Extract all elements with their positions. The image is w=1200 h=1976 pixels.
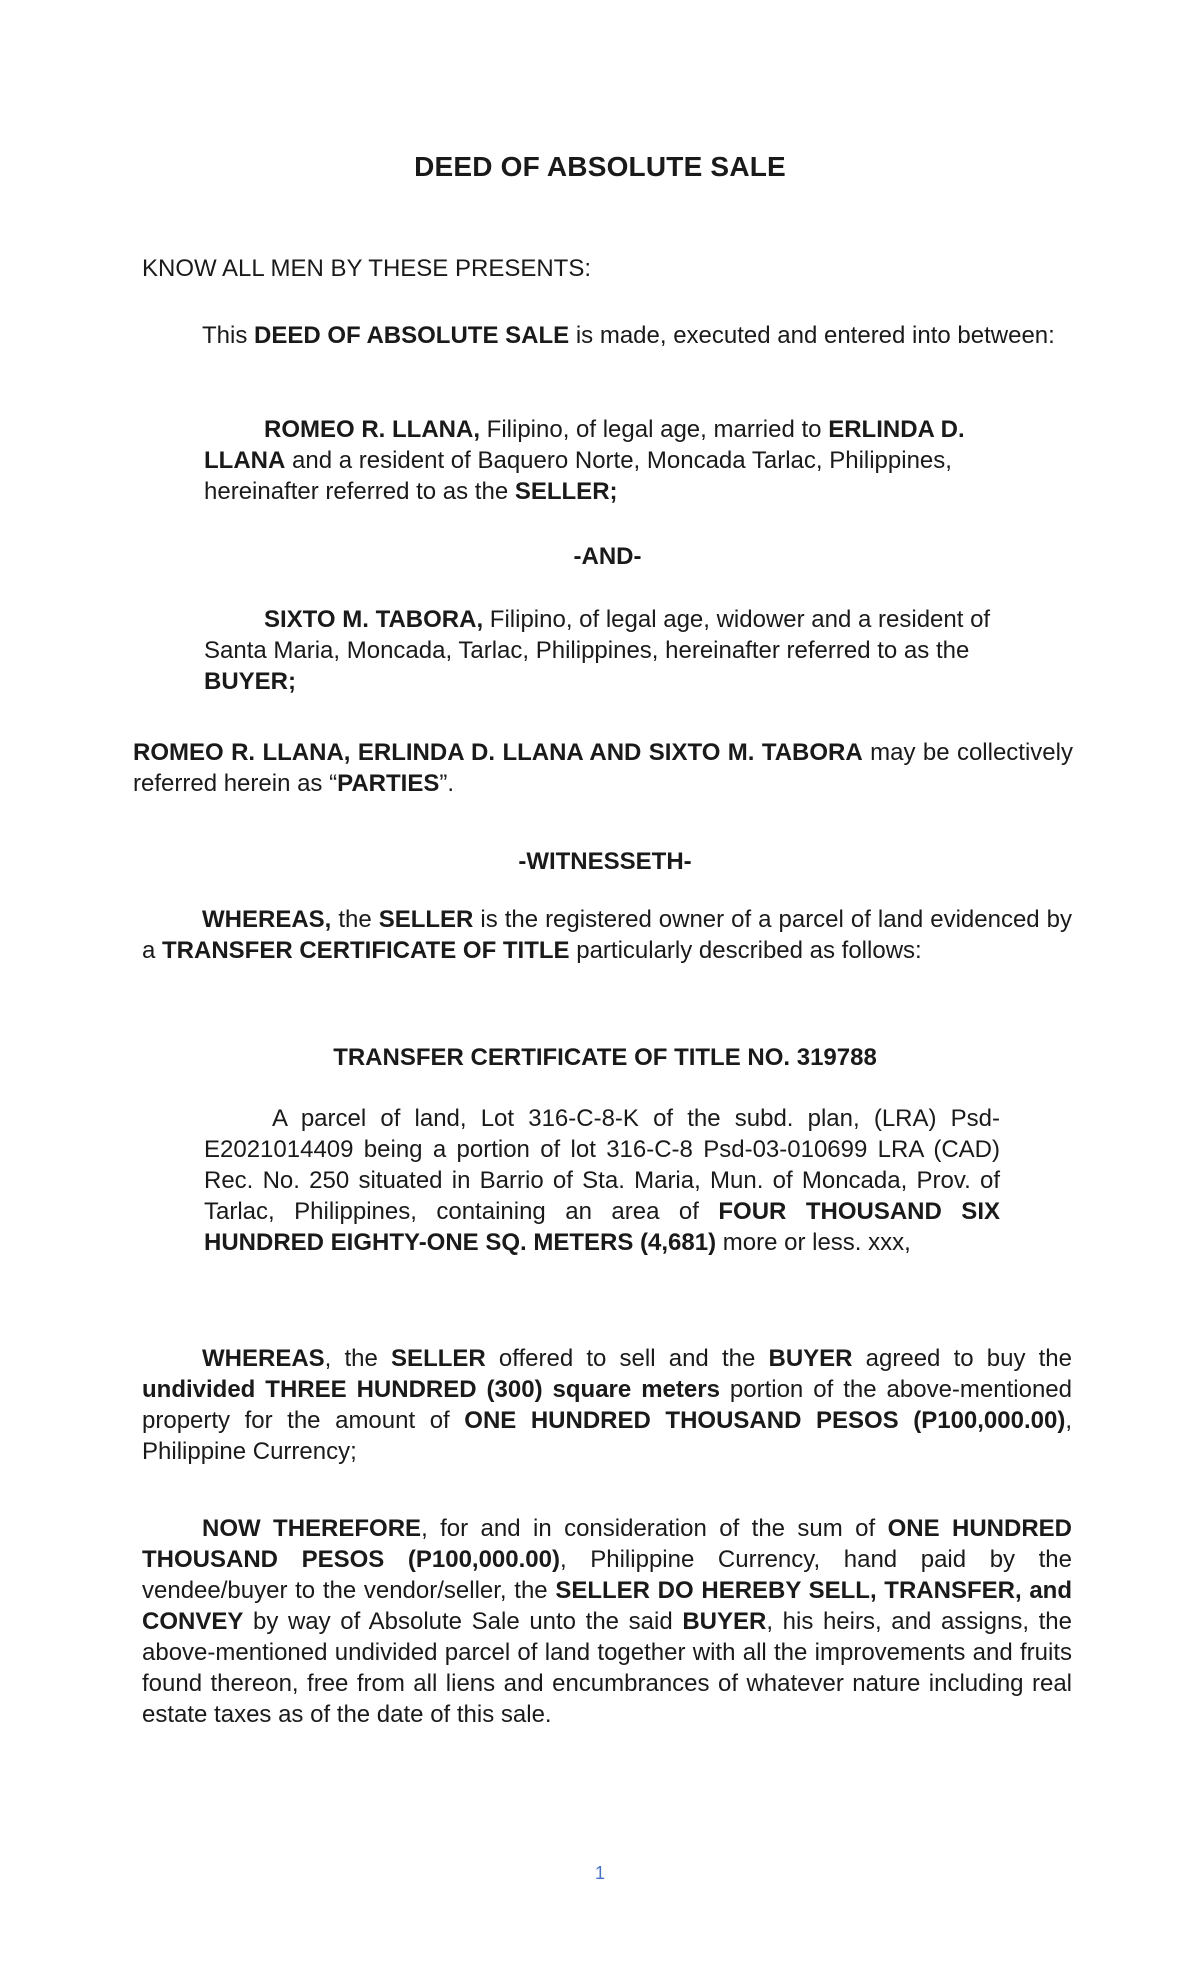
witnesseth-heading: -WITNESSETH- bbox=[518, 848, 692, 875]
intro-paragraph: This DEED OF ABSOLUTE SALE is made, executed and entered into between: bbox=[202, 322, 1055, 349]
and-separator: -AND- bbox=[573, 543, 642, 570]
parties-paragraph: ROMEO R. LLANA, ERLINDA D. LLANA AND SIXTO M. TABORA may be collectively referred herein as “PARTIES”. bbox=[133, 739, 1073, 797]
whereas-owner-paragraph: WHEREAS, the SELLER is the registered owner of a parcel of land evidenced by a TRANSFER CERTIFICATE OF TITLE particularly described as follows: bbox=[142, 906, 1072, 964]
document-title: DEED OF ABSOLUTE SALE bbox=[414, 151, 786, 182]
whereas-sale-paragraph: WHEREAS, the SELLER offered to sell and the BUYER agreed to buy the undivided THREE HUNDRED (300) square meters portion of the above-mentioned property for the amount of ONE HUNDRED THOUSAND PESOS (P100,000.00), Philippine Currency; bbox=[142, 1345, 1072, 1465]
opening-line: KNOW ALL MEN BY THESE PRESENTS: bbox=[142, 255, 592, 282]
land-description: A parcel of land, Lot 316-C-8-K of the subd. plan, (LRA) Psd-E2021014409 being a portion of lot 316-C-8 Psd-03-010699 LRA (CAD) Rec. No. 250 situated in Barrio of Sta. Maria, Mun. of Moncada, Prov. of Tarlac, Philippines, containing an area of FOUR THOUSAND SIX HUNDRED EIGHTY-ONE SQ. METERS (4,681) more or less. xxx, bbox=[204, 1105, 1000, 1256]
seller-paragraph: ROMEO R. LLANA, Filipino, of legal age, married to ERLINDA D. LLANA and a resident of Baquero Norte, Moncada Tarlac, Philippines, hereinafter referred to as the SELLER; bbox=[204, 416, 965, 505]
now-therefore-paragraph: NOW THEREFORE, for and in consideration of the sum of ONE HUNDRED THOUSAND PESOS (P100,000.00), Philippine Currency, hand paid by the vendee/buyer to the vendor/seller, the SELLER DO HEREBY SELL, TRANSFER, and CONVEY by way of Absolute Sale unto the said BUYER, his heirs, and assigns, the above-mentioned undivided parcel of land together with all the improvements and fruits found thereon, free from all liens and encumbrances of whatever nature including real estate taxes as of the date of this sale. bbox=[142, 1515, 1073, 1728]
buyer-paragraph: SIXTO M. TABORA, Filipino, of legal age, widower and a resident of Santa Maria, Moncada, Tarlac, Philippines, hereinafter referred to as the BUYER; bbox=[204, 606, 991, 695]
tct-heading: TRANSFER CERTIFICATE OF TITLE NO. 319788 bbox=[333, 1044, 877, 1071]
page-number: 1 bbox=[594, 1863, 605, 1883]
